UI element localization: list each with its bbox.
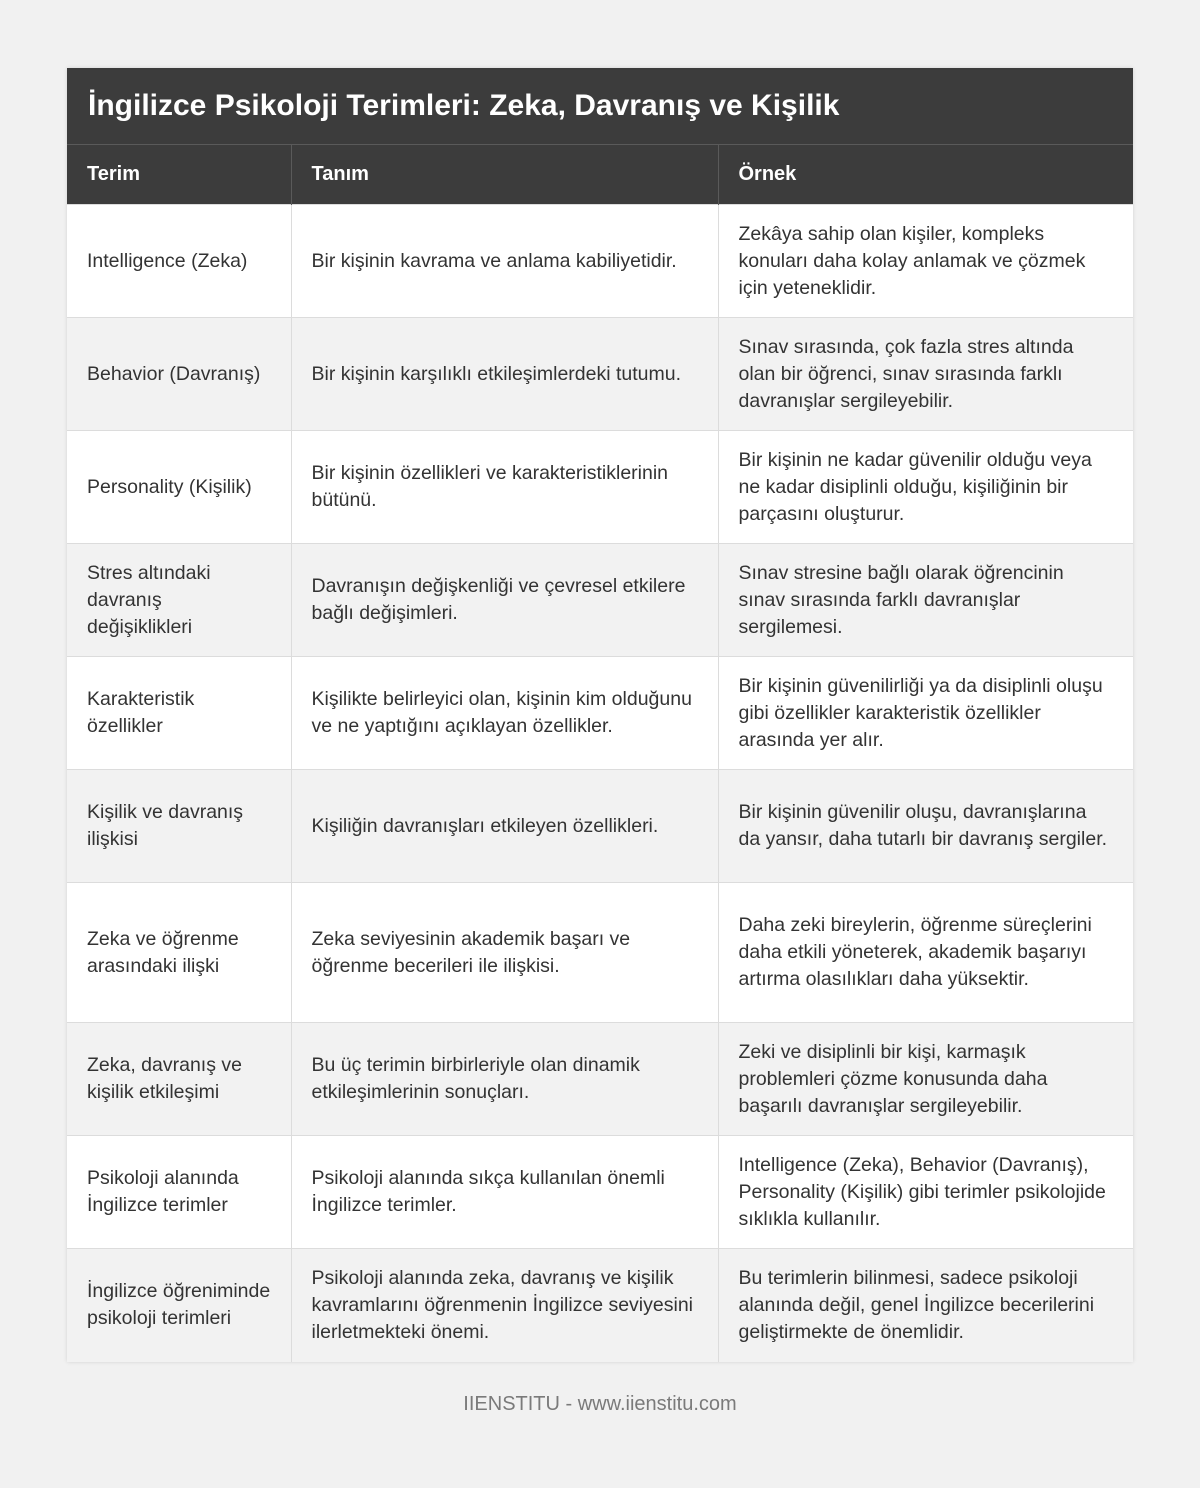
term-cell: Karakteristik özellikler [67,657,291,770]
term-cell: Stres altındaki davranış değişiklikleri [67,544,291,657]
table-row [67,318,1133,431]
terms-table [67,144,1133,1362]
example-cell: Daha zeki bireylerin, öğrenme süreçlerini daha etkili yöneterek, akademik başarıyı artırma olasılıkları daha yüksektir. [718,883,1133,1023]
definition-cell: Psikoloji alanında sıkça kullanılan önemli İngilizce terimler. [291,1136,718,1249]
example-cell: Sınav sırasında, çok fazla stres altında olan bir öğrenci, sınav sırasında farklı davranışlar sergileyebilir. [718,318,1133,431]
table-header [67,145,1133,205]
header-tanim: Tanım [291,145,718,205]
definition-cell: Davranışın değişkenliği ve çevresel etkilere bağlı değişimleri. [291,544,718,657]
table-body [67,205,1133,1362]
term-cell: Psikoloji alanında İngilizce terimler [67,1136,291,1249]
example-cell: Bir kişinin ne kadar güvenilir olduğu veya ne kadar disiplinli olduğu, kişiliğinin bir parçasını oluşturur. [718,431,1133,544]
term-cell: Intelligence (Zeka) [67,205,291,318]
example-cell: Zeki ve disiplinli bir kişi, karmaşık problemleri çözme konusunda daha başarılı davranışlar sergileyebilir. [718,1023,1133,1136]
header-ornek: Örnek [718,145,1133,205]
term-cell: Behavior (Davranış) [67,318,291,431]
definition-cell: Zeka seviyesinin akademik başarı ve öğrenme becerileri ile ilişkisi. [291,883,718,1023]
term-cell: İngilizce öğreniminde psikoloji terimleri [67,1249,291,1362]
example-cell: Bir kişinin güvenilir oluşu, davranışlarına da yansır, daha tutarlı bir davranış sergiler. [718,770,1133,883]
definition-cell: Kişilikte belirleyici olan, kişinin kim olduğunu ve ne yaptığını açıklayan özellikler. [291,657,718,770]
definition-cell: Bir kişinin karşılıklı etkileşimlerdeki tutumu. [291,318,718,431]
table-row [67,1023,1133,1136]
table-row [67,770,1133,883]
table-row [67,1136,1133,1249]
example-cell: Sınav stresine bağlı olarak öğrencinin sınav sırasında farklı davranışlar sergilemesi. [718,544,1133,657]
definition-cell: Kişiliğin davranışları etkileyen özellikleri. [291,770,718,883]
header-terim: Terim [67,145,291,205]
term-cell: Zeka ve öğrenme arasındaki ilişki [67,883,291,1023]
table-row [67,205,1133,318]
header-row [67,145,1133,205]
term-cell: Personality (Kişilik) [67,431,291,544]
footer-credit: IIENSTITU - www.iienstitu.com [463,1393,737,1415]
table-row [67,544,1133,657]
table-row [67,657,1133,770]
table-row [67,1249,1133,1362]
term-cell: Kişilik ve davranış ilişkisi [67,770,291,883]
table-row [67,883,1133,1023]
terms-card [67,68,1133,1362]
definition-cell: Psikoloji alanında zeka, davranış ve kişilik kavramlarını öğrenmenin İngilizce seviyesini ilerletmekteki önemi. [291,1249,718,1362]
example-cell: Zekâya sahip olan kişiler, kompleks konuları daha kolay anlamak ve çözmek için yeteneklidir. [718,205,1133,318]
table-row [67,431,1133,544]
term-cell: Zeka, davranış ve kişilik etkileşimi [67,1023,291,1136]
example-cell: Bir kişinin güvenilirliği ya da disiplinli oluşu gibi özellikler karakteristik özellikler arasında yer alır. [718,657,1133,770]
definition-cell: Bir kişinin özellikleri ve karakteristiklerinin bütünü. [291,431,718,544]
example-cell: Intelligence (Zeka), Behavior (Davranış), Personality (Kişilik) gibi terimler psikolojide sıklıkla kullanılır. [718,1136,1133,1249]
definition-cell: Bu üç terimin birbirleriyle olan dinamik etkileşimlerinin sonuçları. [291,1023,718,1136]
definition-cell: Bir kişinin kavrama ve anlama kabiliyetidir. [291,205,718,318]
page-title: İngilizce Psikoloji Terimleri: Zeka, Davranış ve Kişilik [67,68,1133,144]
example-cell: Bu terimlerin bilinmesi, sadece psikoloji alanında değil, genel İngilizce becerilerini geliştirmekte de önemlidir. [718,1249,1133,1362]
